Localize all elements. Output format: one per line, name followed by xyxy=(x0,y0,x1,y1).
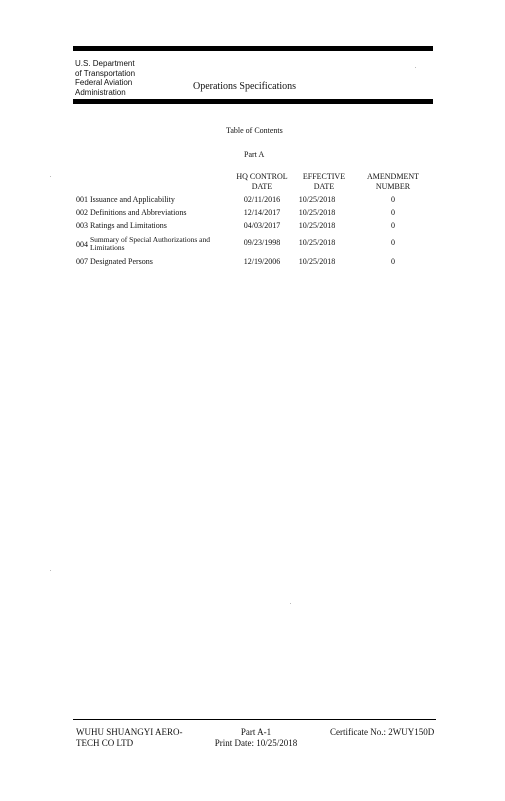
toc-row-amendment-number: 0 xyxy=(391,257,395,266)
footer-rule xyxy=(73,719,436,720)
column-header-amendment-number xyxy=(355,172,431,192)
toc-row-number: 004 xyxy=(76,239,88,249)
toc-row xyxy=(76,208,436,222)
toc-row-effective-date: 10/25/2018 xyxy=(298,221,336,230)
toc-row-title: 002 Definitions and Abbreviations xyxy=(76,208,187,217)
scan-speck xyxy=(415,67,416,68)
scan-speck xyxy=(50,570,51,571)
agency-line: of Transportation xyxy=(75,68,136,78)
toc-row-hq-control-date: 12/19/2006 xyxy=(243,257,281,266)
page-label: Part A-1 xyxy=(240,727,272,737)
toc-row-title: 003 Ratings and Limitations xyxy=(76,221,167,230)
company-name-line: WUHU SHUANGYI AERO- xyxy=(76,727,183,737)
print-date: Print Date: 10/25/2018 xyxy=(214,738,298,748)
header-bottom-rule xyxy=(73,99,433,104)
toc-row-title-text: Summary of Special Authorizations and Limitations xyxy=(90,234,210,252)
scan-speck xyxy=(50,176,51,177)
certificate-number: Certificate No.: 2WUY150D xyxy=(330,727,435,737)
scan-speck xyxy=(290,603,291,604)
column-header-line: EFFECTIVE xyxy=(302,172,346,181)
column-header-line: NUMBER xyxy=(375,182,411,191)
column-header-hq-control-date xyxy=(226,172,298,192)
toc-row-effective-date: 10/25/2018 xyxy=(298,257,336,266)
toc-row-title: 007 Designated Persons xyxy=(76,257,153,266)
toc-row-effective-date: 10/25/2018 xyxy=(298,195,336,204)
toc-row xyxy=(76,234,436,254)
column-header-line: DATE xyxy=(251,182,273,191)
toc-row-amendment-number: 0 xyxy=(391,238,395,247)
column-header-line: HQ CONTROL xyxy=(236,172,288,181)
document-title: Operations Specifications xyxy=(193,81,297,92)
toc-row-hq-control-date: 04/03/2017 xyxy=(243,221,281,230)
toc-row-hq-control-date: 12/14/2017 xyxy=(243,208,281,217)
column-header-line: DATE xyxy=(313,182,335,191)
header-top-rule xyxy=(73,46,433,51)
toc-row-amendment-number: 0 xyxy=(391,221,395,230)
column-header-line: AMENDMENT xyxy=(367,172,419,181)
toc-row xyxy=(76,195,436,209)
page-label-block xyxy=(208,727,304,749)
agency-line: Federal Aviation xyxy=(75,78,133,88)
toc-row-effective-date: 10/25/2018 xyxy=(298,208,336,217)
toc-row-effective-date: 10/25/2018 xyxy=(298,238,336,247)
toc-row-title: 001 Issuance and Applicability xyxy=(76,195,175,204)
column-header-effective-date xyxy=(290,172,358,192)
toc-row-hq-control-date: 02/11/2016 xyxy=(243,195,281,204)
agency-name xyxy=(75,59,185,97)
company-name xyxy=(76,727,206,749)
toc-row-amendment-number: 0 xyxy=(391,195,395,204)
toc-row-hq-control-date: 09/23/1998 xyxy=(243,238,281,247)
toc-row xyxy=(76,257,436,271)
company-name-line: TECH CO LTD xyxy=(76,738,134,748)
toc-row-title xyxy=(76,234,226,254)
toc-row-amendment-number: 0 xyxy=(391,208,395,217)
toc-title: Table of Contents xyxy=(226,126,283,135)
toc-row xyxy=(76,221,436,235)
agency-line: Administration xyxy=(75,87,126,97)
agency-line: U.S. Department xyxy=(75,59,135,68)
part-label: Part A xyxy=(244,150,265,159)
